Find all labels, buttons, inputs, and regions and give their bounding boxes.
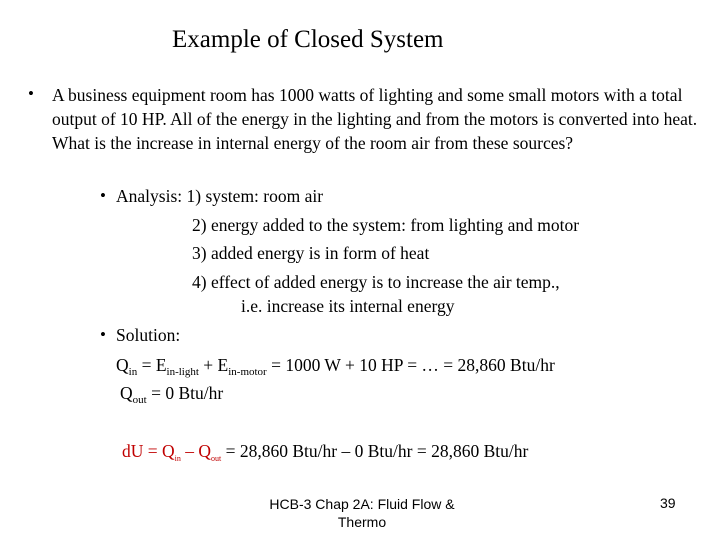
page-number: 39 [660,495,676,511]
solution-label: Solution: [116,325,181,345]
bullet-marker: • [100,325,106,344]
problem-statement: A business equipment room has 1000 watts of lighting and some small motors with a total output of 10 HP. All of the energy in the lighting and from the motors is converted into heat. What is the increase in internal energy of the room air from these sources? [52,85,698,153]
bullet-marker: • [100,186,106,205]
analysis-step-4-continued: i.e. increase its internal energy [241,296,455,316]
analysis-step-4: 4) effect of added energy is to increase the air temp., [192,272,560,292]
analysis-step-2: 2) energy added to the system: from lighting and motor [192,215,580,235]
du-equation: dU = $Q_{in} - Q_{out} = 28,860$ Btu/hr – 0 Btu/hr = 28,860 Btu/hr [122,441,529,463]
qout-equation: $Q_{out} = 0$ Btu/hr [120,383,224,406]
bullet-marker: • [28,84,34,103]
analysis-step-3: 3) added energy is in form of heat [192,243,430,263]
footer-text: HCB-3 Chap 2A: Fluid Flow & Thermo [269,496,455,530]
analysis-step-1: Analysis: 1) system: room air [116,186,324,206]
slide-title: Example of Closed System [172,26,444,53]
qin-equation: $Q_{in} = E_{in-light} + E_{in-motor} = 1000$ W + 10 HP = … = 28,860 Btu/hr [116,355,555,378]
